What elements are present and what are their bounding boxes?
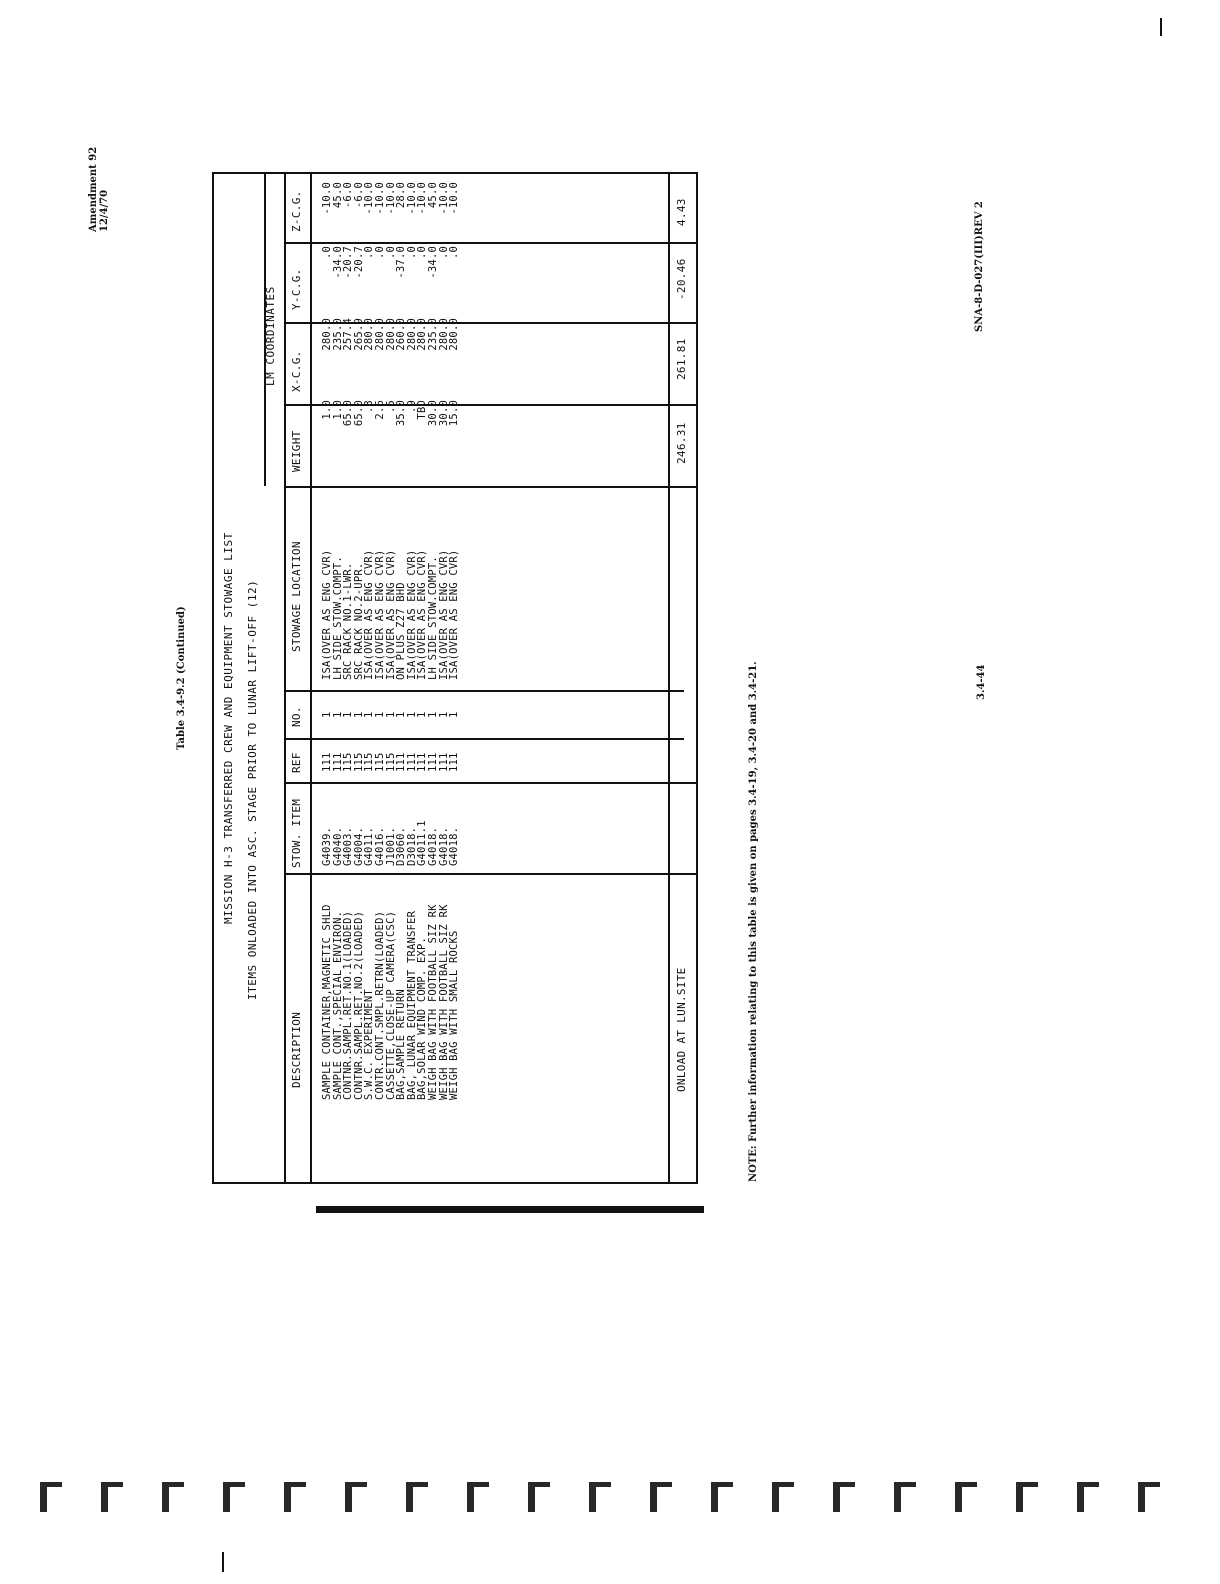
col-rule bbox=[284, 782, 698, 784]
row-z-cg: -10.0 bbox=[448, 182, 461, 215]
col-rule bbox=[284, 738, 684, 740]
row-x-cg: 280.0 bbox=[416, 318, 429, 351]
row-description: BAG, LUNAR EQUIPMENT TRANSFER bbox=[405, 910, 418, 1100]
weight-column bbox=[322, 400, 460, 460]
row-no: 1 bbox=[437, 711, 450, 718]
col-x-cg: X-C.G. bbox=[290, 350, 303, 392]
totals-weight: 246.31 bbox=[675, 422, 688, 464]
row-y-cg: .0 bbox=[416, 246, 429, 260]
row-location: SRC RACK NO.2-UPR. bbox=[352, 562, 365, 680]
row-description: S.W.C. EXPERIMENT bbox=[363, 989, 376, 1100]
row-z-cg: -10.0 bbox=[321, 182, 333, 215]
row-ref: 111 bbox=[448, 752, 461, 772]
lm-coordinates-label: LM COORDINATES bbox=[264, 286, 277, 386]
row-y-cg: -34.0 bbox=[331, 246, 344, 279]
row-stow-item: G4018. bbox=[426, 826, 439, 866]
row-no: 1 bbox=[395, 711, 408, 718]
row-stow-item: G4018. bbox=[448, 826, 461, 866]
row-location: LH SIDE STOW.COMPT. bbox=[426, 556, 439, 680]
row-y-cg: .0 bbox=[405, 246, 418, 260]
col-y-cg: Y-C.G. bbox=[290, 268, 303, 310]
registration-mark bbox=[1016, 1482, 1038, 1512]
registration-mark bbox=[894, 1482, 916, 1512]
row-no: 1 bbox=[373, 711, 386, 718]
registration-mark bbox=[711, 1482, 733, 1512]
row-description: WEIGH BAG WITH FOOTBALL SIZ RK bbox=[437, 904, 450, 1100]
col-rule bbox=[284, 242, 698, 244]
row-location: ISA(OVER AS ENG CVR) bbox=[437, 549, 450, 680]
row-z-cg: -10.0 bbox=[384, 182, 397, 215]
row-z-cg: -10.0 bbox=[405, 182, 418, 215]
row-location: ISA(OVER AS ENG CVR) bbox=[416, 549, 429, 680]
header-rule bbox=[310, 172, 312, 1184]
amendment-date: 12/4/70 bbox=[99, 189, 110, 232]
totals-x-cg: 261.81 bbox=[675, 338, 688, 380]
row-weight: 65.0 bbox=[342, 400, 355, 427]
registration-mark bbox=[101, 1482, 123, 1512]
row-location: SRC RACK NO.1-LWR. bbox=[342, 562, 355, 680]
totals-z-cg: 4.43 bbox=[675, 198, 688, 226]
row-weight: 1.0 bbox=[321, 400, 333, 420]
row-description: CONTR.CONT.SMPL.RETRN(LOADED) bbox=[373, 910, 386, 1100]
row-description: CONTNR.SAMPL.RET.NO.1(LOADED) bbox=[342, 910, 355, 1100]
row-y-cg: .0 bbox=[373, 246, 386, 260]
row-ref: 111 bbox=[321, 752, 333, 772]
z-cg-column bbox=[322, 182, 460, 230]
table-caption: Table 3.4-9.2 (Continued) bbox=[176, 606, 187, 750]
row-description: CONTNR.SAMPL.RET.NO.2(LOADED) bbox=[352, 910, 365, 1100]
row-y-cg: .0 bbox=[437, 246, 450, 260]
row-location: ISA(OVER AS ENG CVR) bbox=[321, 549, 333, 680]
location-column bbox=[322, 550, 460, 680]
row-z-cg: -6.0 bbox=[352, 182, 365, 209]
page-number: 3.4-44 bbox=[976, 664, 987, 700]
row-z-cg: -10.0 bbox=[416, 182, 429, 215]
row-weight: .5 bbox=[384, 400, 397, 414]
row-x-cg: 280.0 bbox=[384, 318, 397, 351]
row-x-cg: 280.0 bbox=[363, 318, 376, 351]
row-weight: 30.0 bbox=[437, 400, 450, 427]
row-location: ISA(OVER AS ENG CVR) bbox=[363, 549, 376, 680]
row-no: 1 bbox=[352, 711, 365, 718]
row-no: 1 bbox=[426, 711, 439, 718]
registration-mark bbox=[467, 1482, 489, 1512]
row-z-cg: 45.0 bbox=[331, 182, 344, 209]
row-z-cg: -10.0 bbox=[363, 182, 376, 215]
row-stow-item: G4018. bbox=[437, 826, 450, 866]
row-z-cg: -10.0 bbox=[373, 182, 386, 215]
row-y-cg: -37.0 bbox=[395, 246, 408, 279]
registration-mark bbox=[1077, 1482, 1099, 1512]
row-no: 1 bbox=[342, 711, 355, 718]
row-no: 1 bbox=[416, 711, 429, 718]
row-description: SAMPLE CONT.,SPECIAL ENVIRON. bbox=[331, 910, 344, 1100]
row-x-cg: 280.0 bbox=[437, 318, 450, 351]
col-stowage-location: STOWAGE LOCATION bbox=[290, 541, 303, 652]
registration-mark bbox=[406, 1482, 428, 1512]
col-z-cg: Z-C.G. bbox=[290, 190, 303, 232]
registration-mark bbox=[345, 1482, 367, 1512]
row-no: 1 bbox=[384, 711, 397, 718]
row-z-cg: -6.0 bbox=[342, 182, 355, 209]
row-x-cg: 280.0 bbox=[321, 318, 333, 351]
registration-mark bbox=[955, 1482, 977, 1512]
row-weight: 2.6 bbox=[373, 400, 386, 420]
row-y-cg: .0 bbox=[321, 246, 333, 260]
row-x-cg: 260.0 bbox=[395, 318, 408, 351]
row-y-cg: -34.0 bbox=[426, 246, 439, 279]
row-location: ISA(OVER AS ENG CVR) bbox=[373, 549, 386, 680]
table-note: NOTE: Further information relating to this table is given on pages 3.4-19, 3.4-20 and 3.4-21. bbox=[748, 661, 759, 1182]
row-weight: 1.0 bbox=[331, 400, 344, 420]
registration-mark bbox=[772, 1482, 794, 1512]
row-stow-item: J1001. bbox=[384, 826, 397, 866]
registration-mark bbox=[223, 1482, 245, 1512]
row-description: BAG,SOLAR WIND COMP. EXP. bbox=[416, 936, 429, 1100]
row-z-cg: 45.0 bbox=[426, 182, 439, 209]
row-stow-item: G4003. bbox=[342, 826, 355, 866]
row-stow-item: G4004. bbox=[352, 826, 365, 866]
margin-tick bbox=[222, 1552, 224, 1572]
no-column bbox=[322, 711, 460, 718]
row-stow-item: G4039. bbox=[321, 826, 333, 866]
col-rule bbox=[284, 486, 698, 488]
row-weight: .9 bbox=[405, 400, 418, 414]
registration-mark bbox=[40, 1482, 62, 1512]
col-description: DESCRIPTION bbox=[290, 1011, 303, 1088]
x-cg-column bbox=[322, 318, 460, 378]
scan-registration-strip bbox=[40, 1472, 1160, 1512]
row-ref: 115 bbox=[373, 752, 386, 772]
row-weight: 15.0 bbox=[448, 400, 461, 427]
col-stow-item: STOW. ITEM bbox=[290, 798, 303, 868]
row-stow-item: G4040. bbox=[331, 826, 344, 866]
row-description: BAG,SAMPLE RETURN bbox=[395, 989, 408, 1100]
row-description: WEIGH BAG WITH FOOTBALL SIZ RK bbox=[426, 904, 439, 1100]
registration-mark bbox=[528, 1482, 550, 1512]
row-ref: 111 bbox=[395, 752, 408, 772]
row-location: ISA(OVER AS ENG CVR) bbox=[448, 549, 461, 680]
row-ref: 115 bbox=[352, 752, 365, 772]
col-weight: WEIGHT bbox=[290, 430, 303, 472]
amendment-block bbox=[88, 147, 110, 232]
row-location: LH SIDE STOW.COMPT. bbox=[331, 556, 344, 680]
row-stow-item: G4016. bbox=[373, 826, 386, 866]
row-x-cg: 280.0 bbox=[405, 318, 418, 351]
registration-mark bbox=[589, 1482, 611, 1512]
document-id: SNA-8-D-027(III)REV 2 bbox=[974, 201, 985, 332]
row-weight: TBD bbox=[416, 400, 429, 420]
row-no: 1 bbox=[321, 711, 333, 718]
row-stow-item: D3018. bbox=[405, 826, 418, 866]
row-weight: 35.0 bbox=[395, 400, 408, 427]
row-y-cg: -20.7 bbox=[352, 246, 365, 279]
row-stow-item: G4011. bbox=[363, 826, 376, 866]
table-title-2: ITEMS ONLOADED INTO ASC. STAGE PRIOR TO LUNAR LIFT-OFF (12) bbox=[246, 579, 259, 1000]
row-location: ISA(OVER AS ENG CVR) bbox=[384, 549, 397, 680]
row-description: CASSETTE,CLOSE-UP CAMERA(CSC) bbox=[384, 910, 397, 1100]
row-weight: 30.0 bbox=[426, 400, 439, 427]
y-cg-column bbox=[322, 246, 460, 296]
row-y-cg: -20.7 bbox=[342, 246, 355, 279]
row-x-cg: 257.4 bbox=[342, 318, 355, 351]
row-ref: 111 bbox=[405, 752, 418, 772]
row-ref: 115 bbox=[363, 752, 376, 772]
row-no: 1 bbox=[363, 711, 376, 718]
table-underbar bbox=[316, 1206, 704, 1213]
row-y-cg: .0 bbox=[363, 246, 376, 260]
ref-column bbox=[322, 752, 460, 772]
registration-mark bbox=[650, 1482, 672, 1512]
row-x-cg: 280.0 bbox=[448, 318, 461, 351]
col-rule bbox=[284, 690, 684, 692]
row-ref: 111 bbox=[426, 752, 439, 772]
row-x-cg: 235.0 bbox=[426, 318, 439, 351]
amendment-number: Amendment 92 bbox=[88, 146, 99, 232]
row-no: 1 bbox=[448, 711, 461, 718]
row-ref: 115 bbox=[342, 752, 355, 772]
row-location: ISA(OVER AS ENG CVR) bbox=[405, 549, 418, 680]
registration-mark bbox=[833, 1482, 855, 1512]
totals-y-cg: -20.46 bbox=[675, 258, 688, 300]
row-z-cg: -10.0 bbox=[437, 182, 450, 215]
row-stow-item: D3060. bbox=[395, 826, 408, 866]
row-weight: .3 bbox=[363, 400, 376, 414]
col-rule bbox=[284, 873, 698, 875]
row-y-cg: .0 bbox=[448, 246, 461, 260]
row-description: SAMPLE CONTAINER,MAGNETIC SHLD bbox=[321, 904, 333, 1100]
row-no: 1 bbox=[405, 711, 418, 718]
row-no: 1 bbox=[331, 711, 344, 718]
col-ref: REF bbox=[290, 752, 303, 773]
row-ref: 111 bbox=[416, 752, 429, 772]
totals-rule bbox=[668, 172, 670, 1184]
row-x-cg: 280.0 bbox=[373, 318, 386, 351]
row-ref: 111 bbox=[437, 752, 450, 772]
row-stow-item: G4011.1 bbox=[416, 820, 429, 866]
row-weight: 65.0 bbox=[352, 400, 365, 427]
row-z-cg: 28.0 bbox=[395, 182, 408, 209]
row-ref: 111 bbox=[331, 752, 344, 772]
row-ref: 115 bbox=[384, 752, 397, 772]
description-column bbox=[322, 904, 460, 1100]
row-location: ON PLUS Z27 BHD bbox=[395, 582, 408, 680]
row-y-cg: .0 bbox=[384, 246, 397, 260]
margin-tick bbox=[1160, 18, 1162, 36]
header-rule bbox=[284, 172, 286, 1184]
row-description: WEIGH BAG WITH SMALL ROCKS bbox=[448, 930, 461, 1100]
registration-mark bbox=[162, 1482, 184, 1512]
table-title-1: MISSION H-3 TRANSFERRED CREW AND EQUIPMENT STOWAGE LIST bbox=[222, 532, 235, 924]
stow-item-column bbox=[322, 820, 460, 866]
registration-mark bbox=[1138, 1482, 1160, 1512]
col-no: NO. bbox=[290, 706, 303, 727]
row-x-cg: 265.9 bbox=[352, 318, 365, 351]
registration-mark bbox=[284, 1482, 306, 1512]
totals-label: ONLOAD AT LUN.SITE bbox=[675, 967, 688, 1092]
row-x-cg: 235.0 bbox=[331, 318, 344, 351]
